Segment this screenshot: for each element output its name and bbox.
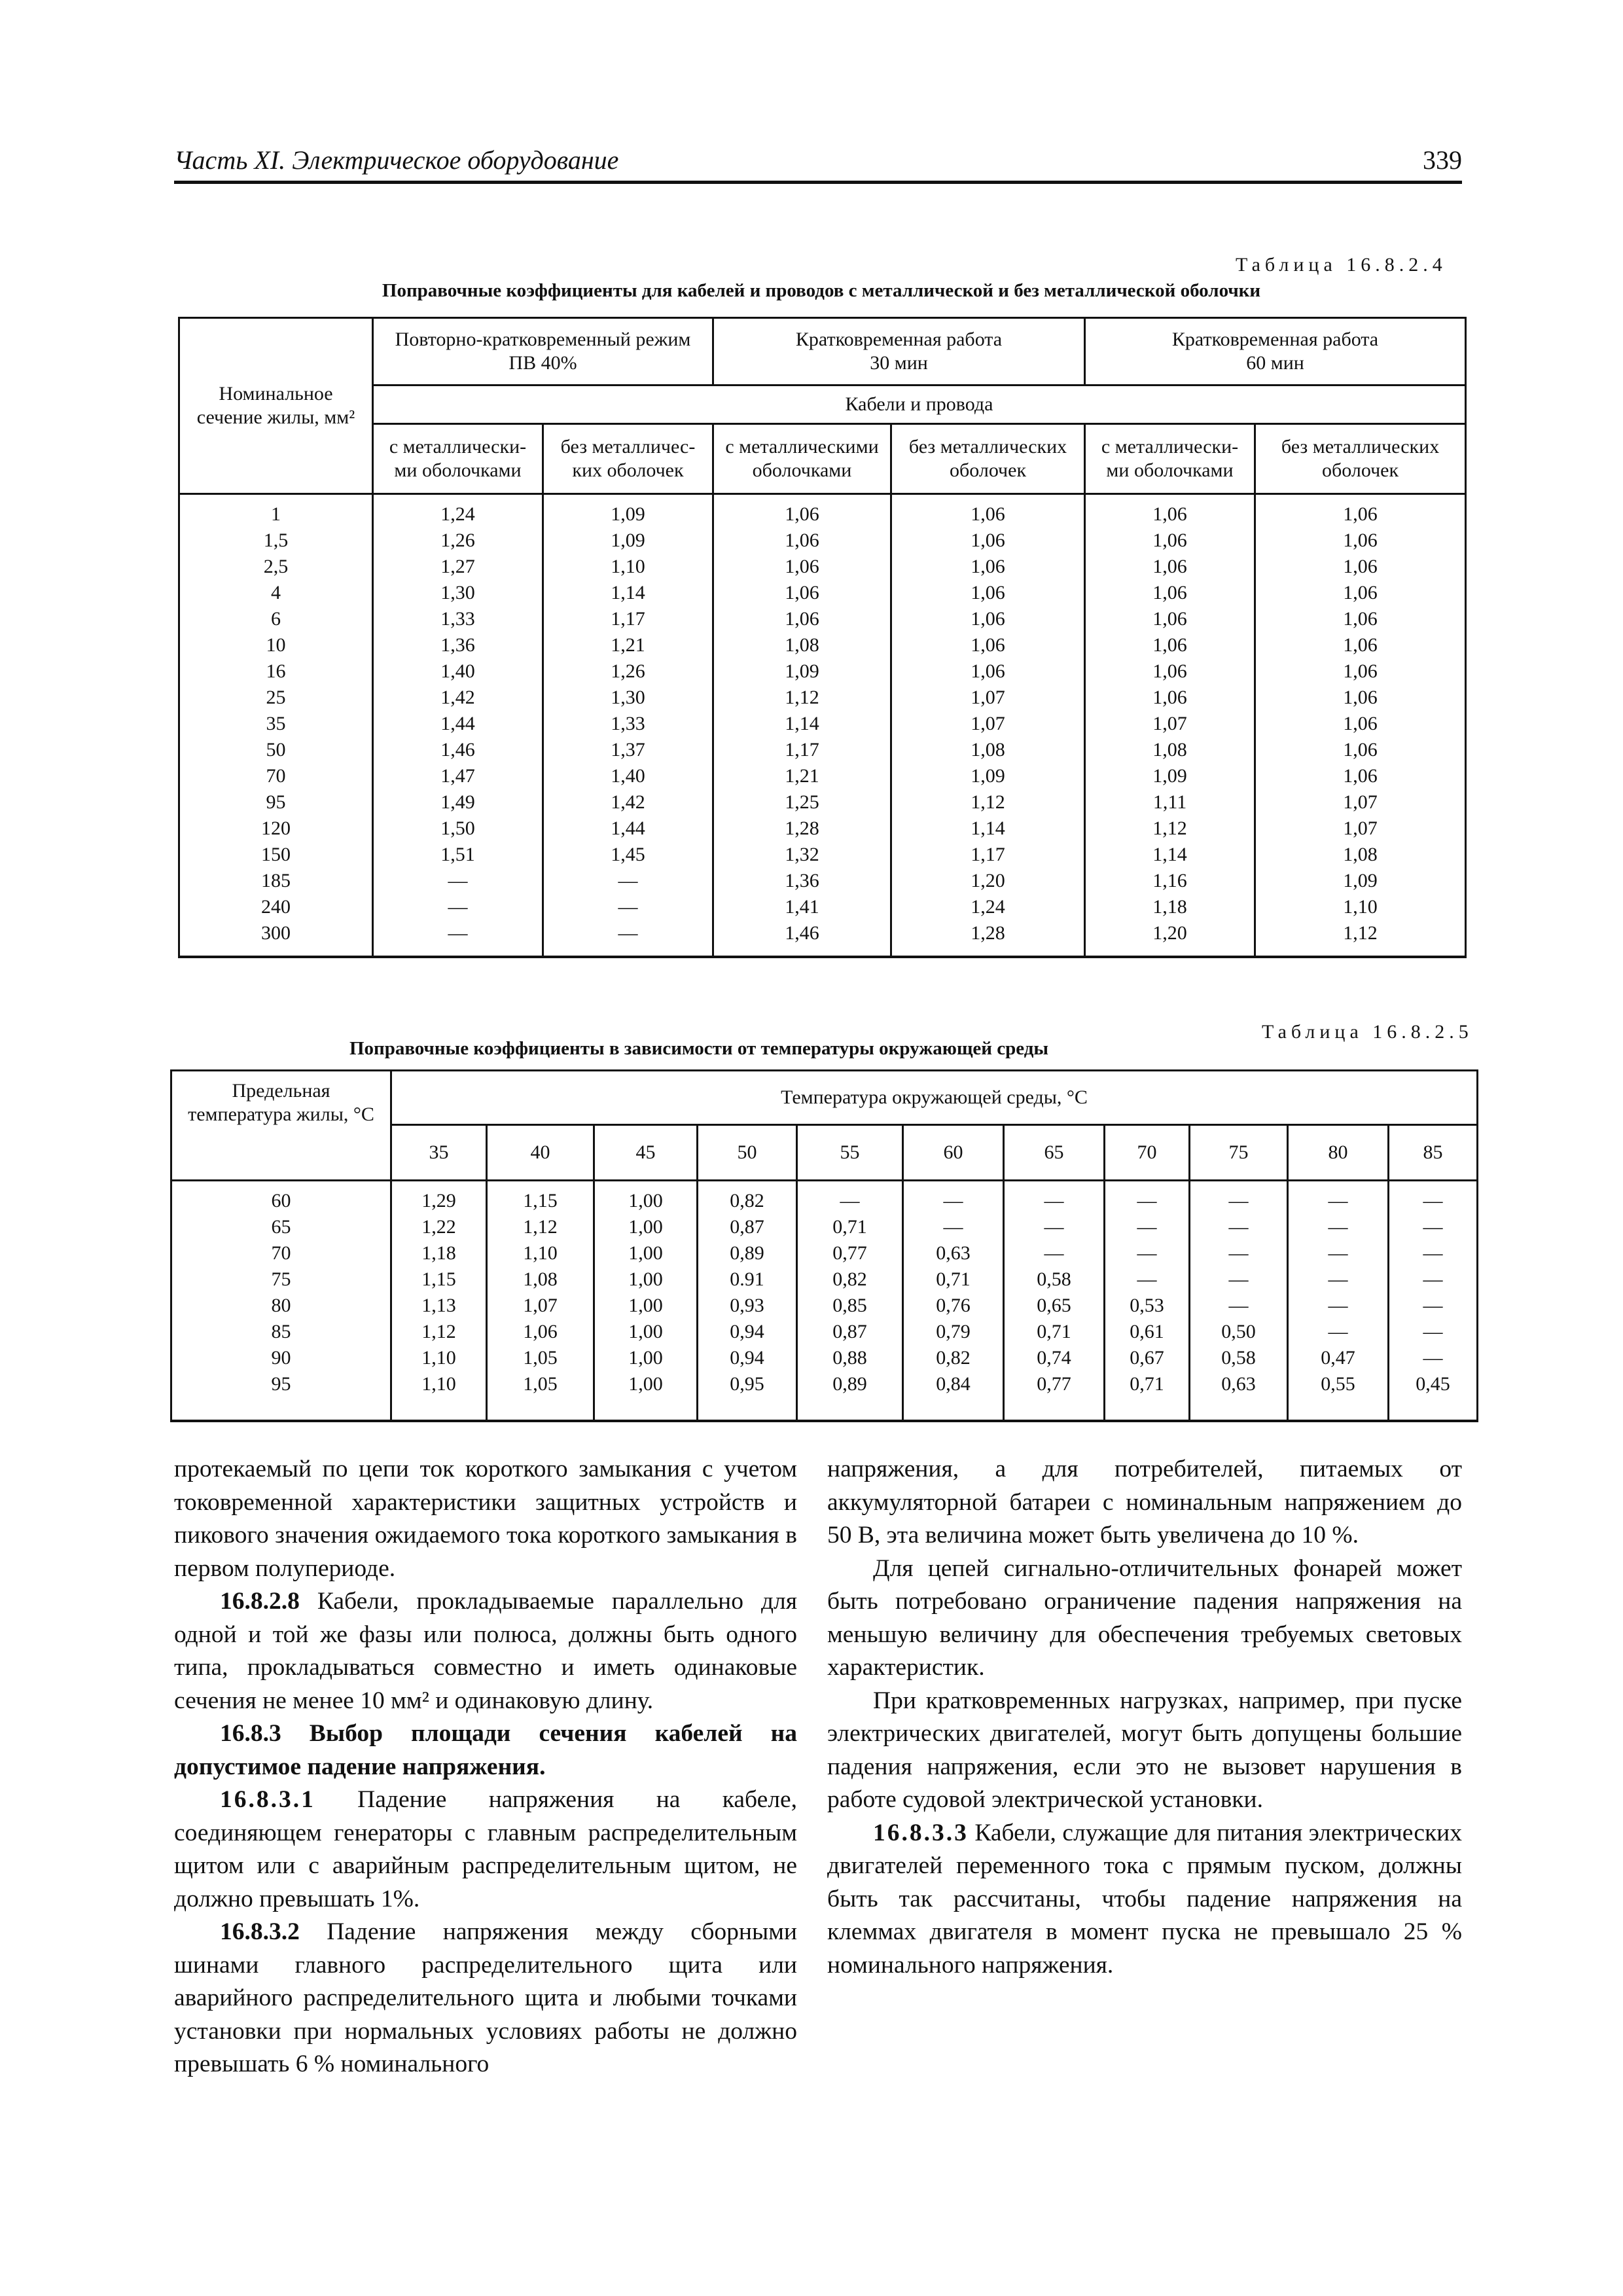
table-cell-value: 1,32: [785, 844, 819, 865]
table-cell-value: 1,14: [971, 817, 1005, 839]
table-cell-value: 1,00: [628, 1216, 663, 1238]
table-cell-value: 1,44: [440, 713, 475, 734]
table-cell-value: 1,26: [611, 660, 645, 682]
table-cell-value: 0,93: [730, 1295, 764, 1316]
table-cell-value: 1,20: [1152, 922, 1187, 944]
table1-subcol-header: без металличес- ких оболочек: [543, 424, 713, 494]
table-cell-value: —: [943, 1216, 963, 1238]
table2-temp-header: 50: [698, 1125, 797, 1181]
table-cell-value: —: [1137, 1190, 1157, 1211]
table1-row-header: Номинальное сечение жилы, мм²: [179, 318, 373, 494]
table-cell-value: 0,65: [1037, 1295, 1071, 1316]
table-cell-value: 80: [271, 1295, 291, 1316]
table-cell-value: 70: [266, 765, 286, 787]
table-cell-value: 1,41: [785, 896, 819, 918]
table1-subcol-header: без металлических оболочек: [1255, 424, 1466, 494]
table-cell-value: 1,07: [1343, 817, 1378, 839]
table-cell-value: —: [1423, 1216, 1443, 1238]
table-cell-value: 1,42: [440, 687, 475, 708]
table-cell-value: 1,22: [421, 1216, 456, 1238]
table-cell-value: 1,09: [611, 503, 645, 525]
page-number: 339: [1423, 145, 1462, 175]
table-cell-value: 1,06: [1343, 503, 1378, 525]
paragraph: протекаемый по цепи ток короткого замыкания с учетом токовременной характеристики защитных устройств и пикового значения ожидаемого тока короткого замыкания в первом полупериоде.: [174, 1456, 797, 1582]
table-cell-value: 0,87: [832, 1321, 867, 1342]
table-cell-value: —: [1044, 1242, 1064, 1264]
table-cell-value: 0,82: [730, 1190, 764, 1211]
table-cell-value: 1,50: [440, 817, 475, 839]
table2-row-header: Предельная температура жилы, °С: [171, 1071, 391, 1181]
table-cell-value: —: [1423, 1295, 1443, 1316]
table-cell-value: 240: [261, 896, 291, 918]
table2-limit-temp-column: [171, 1181, 391, 1422]
table1-data-column: [891, 494, 1085, 958]
table-cell-value: 300: [261, 922, 291, 944]
table-cell-value: 1,08: [1152, 739, 1187, 761]
table-cell-value: 0,94: [730, 1321, 764, 1342]
table-cell-value: 1,06: [1343, 608, 1378, 630]
table-cell-value: 1,24: [971, 896, 1005, 918]
table-cell-value: 1,15: [421, 1268, 456, 1290]
table2-data-column: [1105, 1181, 1190, 1422]
table-cell-value: 0.91: [730, 1268, 764, 1290]
table-cell-value: 1,10: [1343, 896, 1378, 918]
table-cell-value: —: [1328, 1268, 1348, 1290]
table-cell-value: 1,36: [440, 634, 475, 656]
table-cell-value: 1,06: [971, 660, 1005, 682]
table1-subcol-header: с металлическими оболочками: [713, 424, 891, 494]
table-cell-value: 1,18: [421, 1242, 456, 1264]
table-cell-value: 1,06: [971, 503, 1005, 525]
paragraph: 16.8.3.3 Кабели, служащие для питания электрических двигателей переменного тока с прямым пуском, должны быть так рассчитаны, чтобы падение напряжения на клеммах двигателя в момент пуска не превышало 25 % номинального напряжения.: [827, 1819, 1462, 1979]
paragraph: Для цепей сигнально-отличительных фонарей может быть потребовано ограничение падения напряжения на меньшую величину для обеспечения требуемых световых характеристик.: [827, 1554, 1462, 1681]
table2-group-header: Температура окружающей среды, °С: [391, 1071, 1478, 1125]
paragraph: 16.8.2.8 Кабели, прокладываемые параллельно для одной и той же фазы или полюса, должны быть одного типа, прокладываться совместно и иметь одинаковые сечения не менее 10 мм² и одинаковую длину.: [174, 1588, 797, 1714]
table-cell-value: 1,06: [785, 503, 819, 525]
table-cell-value: —: [1228, 1268, 1249, 1290]
table-cell-value: 1,14: [1152, 844, 1187, 865]
table1-subcol-header: с металлически- ми оболочками: [1085, 424, 1255, 494]
table-cell-value: 1,5: [263, 529, 289, 551]
table-cell-value: 1,08: [523, 1268, 558, 1290]
table-cell-value: 0,71: [832, 1216, 867, 1238]
table-cell-value: 0,89: [730, 1242, 764, 1264]
table-cell-value: —: [1328, 1242, 1348, 1264]
table-cell-value: 1,09: [785, 660, 819, 682]
paragraph: напряжения, а для потребителей, питаемых от аккумуляторной батареи с номинальным напряжением до 50 В, эта величина может быть увеличена до 10 %.: [827, 1456, 1462, 1549]
table-cell-value: 1,06: [1152, 503, 1187, 525]
table-cell-value: 1,10: [611, 556, 645, 577]
table-cell-value: 1,10: [523, 1242, 558, 1264]
table-cell-value: 1,25: [785, 791, 819, 813]
table-cell-value: 1,15: [523, 1190, 558, 1211]
table-cell-value: 1,40: [440, 660, 475, 682]
table-cell-value: 1,07: [1343, 791, 1378, 813]
table2-data-column: [487, 1181, 594, 1422]
clause-number: 16.8.3.2: [220, 1918, 300, 1945]
table-cell-value: —: [1423, 1321, 1443, 1342]
table-cell-value: 1,09: [971, 765, 1005, 787]
table2-temp-header: 80: [1288, 1125, 1389, 1181]
table-cell-value: 1,10: [421, 1373, 456, 1395]
page-header: [174, 143, 1462, 184]
table-cell-value: 6: [271, 608, 281, 630]
table1-data-column: [1085, 494, 1255, 958]
table-cell-value: —: [1228, 1216, 1249, 1238]
table-cell-value: 1,10: [421, 1347, 456, 1369]
table2-data-column: [594, 1181, 698, 1422]
table1-subcol-header: без металлических оболочек: [891, 424, 1085, 494]
table-cell-value: 0,82: [832, 1268, 867, 1290]
table2-caption: Поправочные коэффициенты в зависимости от температуры окружающей среды: [349, 1038, 1049, 1059]
clause-number: 16.8.2.8: [220, 1588, 300, 1615]
table-cell-value: 1,00: [628, 1321, 663, 1342]
table-cell-value: 1,06: [785, 582, 819, 603]
table-cell-value: —: [618, 922, 638, 944]
table2-data-column: [1004, 1181, 1105, 1422]
table-cell-value: —: [1228, 1190, 1249, 1211]
table-cell-value: 0,77: [832, 1242, 867, 1264]
table2-temp-header: 70: [1105, 1125, 1190, 1181]
table-cell-value: 1,33: [440, 608, 475, 630]
table-cell-value: 0,77: [1037, 1373, 1071, 1395]
table-cell-value: 1,00: [628, 1268, 663, 1290]
table-cell-value: 120: [261, 817, 291, 839]
table-cell-value: 25: [266, 687, 286, 708]
text-column-left: [174, 1453, 797, 2081]
table-cell-value: 185: [261, 870, 291, 891]
table-cell-value: 1,14: [611, 582, 645, 603]
table-cell-value: 1,09: [1152, 765, 1187, 787]
table-cell-value: 0,45: [1416, 1373, 1450, 1395]
table-cell-value: 1,06: [971, 608, 1005, 630]
table-cell-value: —: [1328, 1295, 1348, 1316]
table1: [178, 317, 1467, 958]
clause-number: 16.8.3.1: [220, 1786, 315, 1813]
table-cell-value: 95: [266, 791, 286, 813]
table-cell-value: 1,07: [971, 687, 1005, 708]
table1-data-column: [1255, 494, 1466, 958]
table-cell-value: 1,00: [628, 1190, 663, 1211]
table-cell-value: 1,49: [440, 791, 475, 813]
table-cell-value: 1,06: [971, 529, 1005, 551]
table-cell-value: 75: [271, 1268, 291, 1290]
table-cell-value: 1,08: [1343, 844, 1378, 865]
table-cell-value: 95: [271, 1373, 291, 1395]
table-cell-value: —: [840, 1190, 860, 1211]
table2-label: Таблица 16.8.2.5: [1262, 1021, 1473, 1043]
table2-data-column: [797, 1181, 903, 1422]
table-cell-value: 2,5: [263, 556, 289, 577]
table-cell-value: 1,06: [1152, 582, 1187, 603]
table-cell-value: 1,06: [1152, 660, 1187, 682]
table-cell-value: —: [1137, 1216, 1157, 1238]
table-cell-value: 0,76: [936, 1295, 971, 1316]
table-cell-value: —: [1044, 1216, 1064, 1238]
table-cell-value: 1,06: [785, 556, 819, 577]
table-cell-value: 0,63: [936, 1242, 971, 1264]
table-cell-value: 1,06: [1343, 687, 1378, 708]
table-cell-value: 1,13: [421, 1295, 456, 1316]
table-cell-value: —: [1423, 1268, 1443, 1290]
paragraph: При кратковременных нагрузках, например, при пуске электрических двигателей, могут быть допущены большие падения напряжения, если это не вызовет нарушения в работе судовой электрической установки.: [827, 1687, 1462, 1813]
table2-data-column: [698, 1181, 797, 1422]
table1-label: Таблица 16.8.2.4: [1236, 254, 1447, 276]
table-cell-value: 1,06: [1343, 529, 1378, 551]
table-cell-value: 90: [271, 1347, 291, 1369]
table-cell-value: 1,06: [523, 1321, 558, 1342]
table-cell-value: —: [1328, 1216, 1348, 1238]
table-cell-value: —: [1423, 1242, 1443, 1264]
table-cell-value: 1,51: [440, 844, 475, 865]
table-cell-value: 1,06: [1152, 687, 1187, 708]
table-cell-value: 0,74: [1037, 1347, 1071, 1369]
table-cell-value: —: [448, 870, 468, 891]
table-cell-value: 1,17: [611, 608, 645, 630]
table-cell-value: 1,21: [611, 634, 645, 656]
table-cell-value: 1,00: [628, 1242, 663, 1264]
table-cell-value: 1,45: [611, 844, 645, 865]
table-cell-value: 0,67: [1130, 1347, 1164, 1369]
table-cell-value: 1,28: [785, 817, 819, 839]
table-cell-value: 1,26: [440, 529, 475, 551]
paragraph: 16.8.3.1 Падение напряжения на кабеле, соединяющем генераторы с главным распределительным щитом или с аварийным распределительным щитом, не должно превышать 1%.: [174, 1786, 797, 1912]
text-column-right: [827, 1453, 1462, 1982]
table-cell-value: 1,47: [440, 765, 475, 787]
table-cell-value: 1,06: [1343, 713, 1378, 734]
table-cell-value: 60: [271, 1190, 291, 1211]
table-cell-value: 1,09: [611, 529, 645, 551]
table-cell-value: 1,06: [1343, 765, 1378, 787]
table-cell-value: 1,07: [523, 1295, 558, 1316]
table1-subcol-header: с металлически- ми оболочками: [373, 424, 543, 494]
table-cell-value: 1,12: [971, 791, 1005, 813]
table-cell-value: 1,00: [628, 1373, 663, 1395]
table-cell-value: 1,06: [785, 608, 819, 630]
table1-subheader: Кабели и провода: [373, 386, 1466, 424]
table-cell-value: 0,88: [832, 1347, 867, 1369]
table2-data-column: [1190, 1181, 1288, 1422]
table-cell-value: 35: [266, 713, 286, 734]
table-cell-value: —: [1423, 1190, 1443, 1211]
table-cell-value: 1,17: [785, 739, 819, 761]
table2: [170, 1069, 1478, 1422]
table-cell-value: 1,05: [523, 1347, 558, 1369]
table2-temp-header: 40: [487, 1125, 594, 1181]
table-cell-value: 1,06: [971, 582, 1005, 603]
table2-temp-header: 45: [594, 1125, 698, 1181]
table-cell-value: 1,24: [440, 503, 475, 525]
table1-data-column: [713, 494, 891, 958]
table-cell-value: 1,20: [971, 870, 1005, 891]
table1-data-column: [373, 494, 543, 958]
table-cell-value: 1,06: [1152, 529, 1187, 551]
table-cell-value: 1,08: [785, 634, 819, 656]
table-cell-value: 0,47: [1321, 1347, 1355, 1369]
table-cell-value: 1,46: [785, 922, 819, 944]
table-cell-value: 1,05: [523, 1373, 558, 1395]
table1-cross-section-column: [179, 494, 373, 958]
table-cell-value: 1,07: [971, 713, 1005, 734]
table-cell-value: 50: [266, 739, 286, 761]
table-cell-value: 1,36: [785, 870, 819, 891]
table2-data-column: [903, 1181, 1004, 1422]
table-cell-value: 1,18: [1152, 896, 1187, 918]
table2-data-column: [391, 1181, 487, 1422]
table-cell-value: 1,33: [611, 713, 645, 734]
table-cell-value: 1,09: [1343, 870, 1378, 891]
table-cell-value: 65: [271, 1216, 291, 1238]
table-cell-value: —: [618, 896, 638, 918]
table1-group-header: Кратковременная работа 30 мин: [713, 318, 1085, 386]
table-cell-value: 0,82: [936, 1347, 971, 1369]
table2-temp-header: 65: [1004, 1125, 1105, 1181]
table-cell-value: 1,21: [785, 765, 819, 787]
table-cell-value: 1,40: [611, 765, 645, 787]
table-cell-value: 0,63: [1221, 1373, 1256, 1395]
table-cell-value: 1,37: [611, 739, 645, 761]
table-cell-value: 1,11: [1152, 791, 1187, 813]
table-cell-value: 1,12: [1343, 922, 1378, 944]
table1-data-column: [543, 494, 713, 958]
table2-temp-header: 60: [903, 1125, 1004, 1181]
table-cell-value: 16: [266, 660, 286, 682]
table2-temp-header: 75: [1190, 1125, 1288, 1181]
table-cell-value: 1,29: [421, 1190, 456, 1211]
table-cell-value: 1,00: [628, 1347, 663, 1369]
table-cell-value: 1,46: [440, 739, 475, 761]
table-cell-value: 1,30: [611, 687, 645, 708]
table-cell-value: 1,44: [611, 817, 645, 839]
table-cell-value: 1,00: [628, 1295, 663, 1316]
table-cell-value: 0,71: [1037, 1321, 1071, 1342]
table-cell-value: 1,06: [1152, 608, 1187, 630]
table-cell-value: 1,07: [1152, 713, 1187, 734]
section-heading: 16.8.3 Выбор площади сечения кабелей на допустимое падение напряжения.: [174, 1720, 797, 1780]
table-cell-value: 0,58: [1221, 1347, 1256, 1369]
table-cell-value: —: [1044, 1190, 1064, 1211]
table-cell-value: 70: [271, 1242, 291, 1264]
table-cell-value: 1,12: [1152, 817, 1187, 839]
table-cell-value: 1,06: [1343, 582, 1378, 603]
table-cell-value: 0,58: [1037, 1268, 1071, 1290]
table-cell-value: 1,17: [971, 844, 1005, 865]
table-cell-value: 1,08: [971, 739, 1005, 761]
table-cell-value: —: [1328, 1321, 1348, 1342]
table-cell-value: 1,06: [971, 634, 1005, 656]
table-cell-value: 1,16: [1152, 870, 1187, 891]
table-cell-value: —: [448, 922, 468, 944]
table-cell-value: —: [618, 870, 638, 891]
table-cell-value: 1: [271, 503, 281, 525]
table2-temp-header: 35: [391, 1125, 487, 1181]
table-cell-value: 1,27: [440, 556, 475, 577]
table-cell-value: 0,61: [1130, 1321, 1164, 1342]
table-cell-value: —: [1228, 1295, 1249, 1316]
table-cell-value: 0,94: [730, 1347, 764, 1369]
table-cell-value: 0,89: [832, 1373, 867, 1395]
table-cell-value: 1,42: [611, 791, 645, 813]
table-cell-value: —: [1137, 1242, 1157, 1264]
table-cell-value: 0,79: [936, 1321, 971, 1342]
table-cell-value: 1,14: [785, 713, 819, 734]
table-cell-value: 4: [271, 582, 281, 603]
table-cell-value: 1,12: [523, 1216, 558, 1238]
table2-data-column: [1288, 1181, 1389, 1422]
table-cell-value: 1,06: [1152, 556, 1187, 577]
table-cell-value: 10: [266, 634, 286, 656]
table1-group-header: Повторно-кратковременный режим ПВ 40%: [373, 318, 713, 386]
table-cell-value: 1,06: [1343, 556, 1378, 577]
table-cell-value: 0,85: [832, 1295, 867, 1316]
table-cell-value: 0,53: [1130, 1295, 1164, 1316]
table-cell-value: —: [943, 1190, 963, 1211]
table-cell-value: —: [1423, 1347, 1443, 1369]
table2-temp-header: 55: [797, 1125, 903, 1181]
table-cell-value: —: [1137, 1268, 1157, 1290]
clause-number: 16.8.3.3: [873, 1819, 969, 1846]
table-cell-value: 1,12: [421, 1321, 456, 1342]
table-cell-value: 1,06: [1343, 660, 1378, 682]
table2-temp-header: 85: [1389, 1125, 1478, 1181]
table-cell-value: 0,50: [1221, 1321, 1256, 1342]
table1-group-header: Кратковременная работа 60 мин: [1085, 318, 1466, 386]
table-cell-value: 1,28: [971, 922, 1005, 944]
table-cell-value: 0,71: [1130, 1373, 1164, 1395]
table-cell-value: 0,55: [1321, 1373, 1355, 1395]
table-cell-value: 0,95: [730, 1373, 764, 1395]
running-title: Часть XI. Электрическое оборудование: [174, 145, 619, 175]
table-cell-value: —: [1328, 1190, 1348, 1211]
table-cell-value: —: [1228, 1242, 1249, 1264]
table1-caption: Поправочные коэффициенты для кабелей и проводов с металлической и без металлической оболочки: [382, 280, 1261, 301]
table-cell-value: 1,06: [971, 556, 1005, 577]
table-cell-value: 85: [271, 1321, 291, 1342]
table-cell-value: 1,06: [1343, 634, 1378, 656]
table-cell-value: 1,12: [785, 687, 819, 708]
table-cell-value: 0,71: [936, 1268, 971, 1290]
table-cell-value: 150: [261, 844, 291, 865]
table-cell-value: 1,30: [440, 582, 475, 603]
table-cell-value: 1,06: [1152, 634, 1187, 656]
table2-data-column: [1389, 1181, 1478, 1422]
table-cell-value: 1,06: [785, 529, 819, 551]
paragraph: 16.8.3.2 Падение напряжения между сборными шинами главного распределительного щита или аварийного распределительного щита и любыми точками установки при нормальных условиях работы не должно превышать 6 % номинального: [174, 1918, 797, 2077]
table-cell-value: 1,06: [1343, 739, 1378, 761]
table-cell-value: —: [448, 896, 468, 918]
table-cell-value: 0,87: [730, 1216, 764, 1238]
table-cell-value: 0,84: [936, 1373, 971, 1395]
